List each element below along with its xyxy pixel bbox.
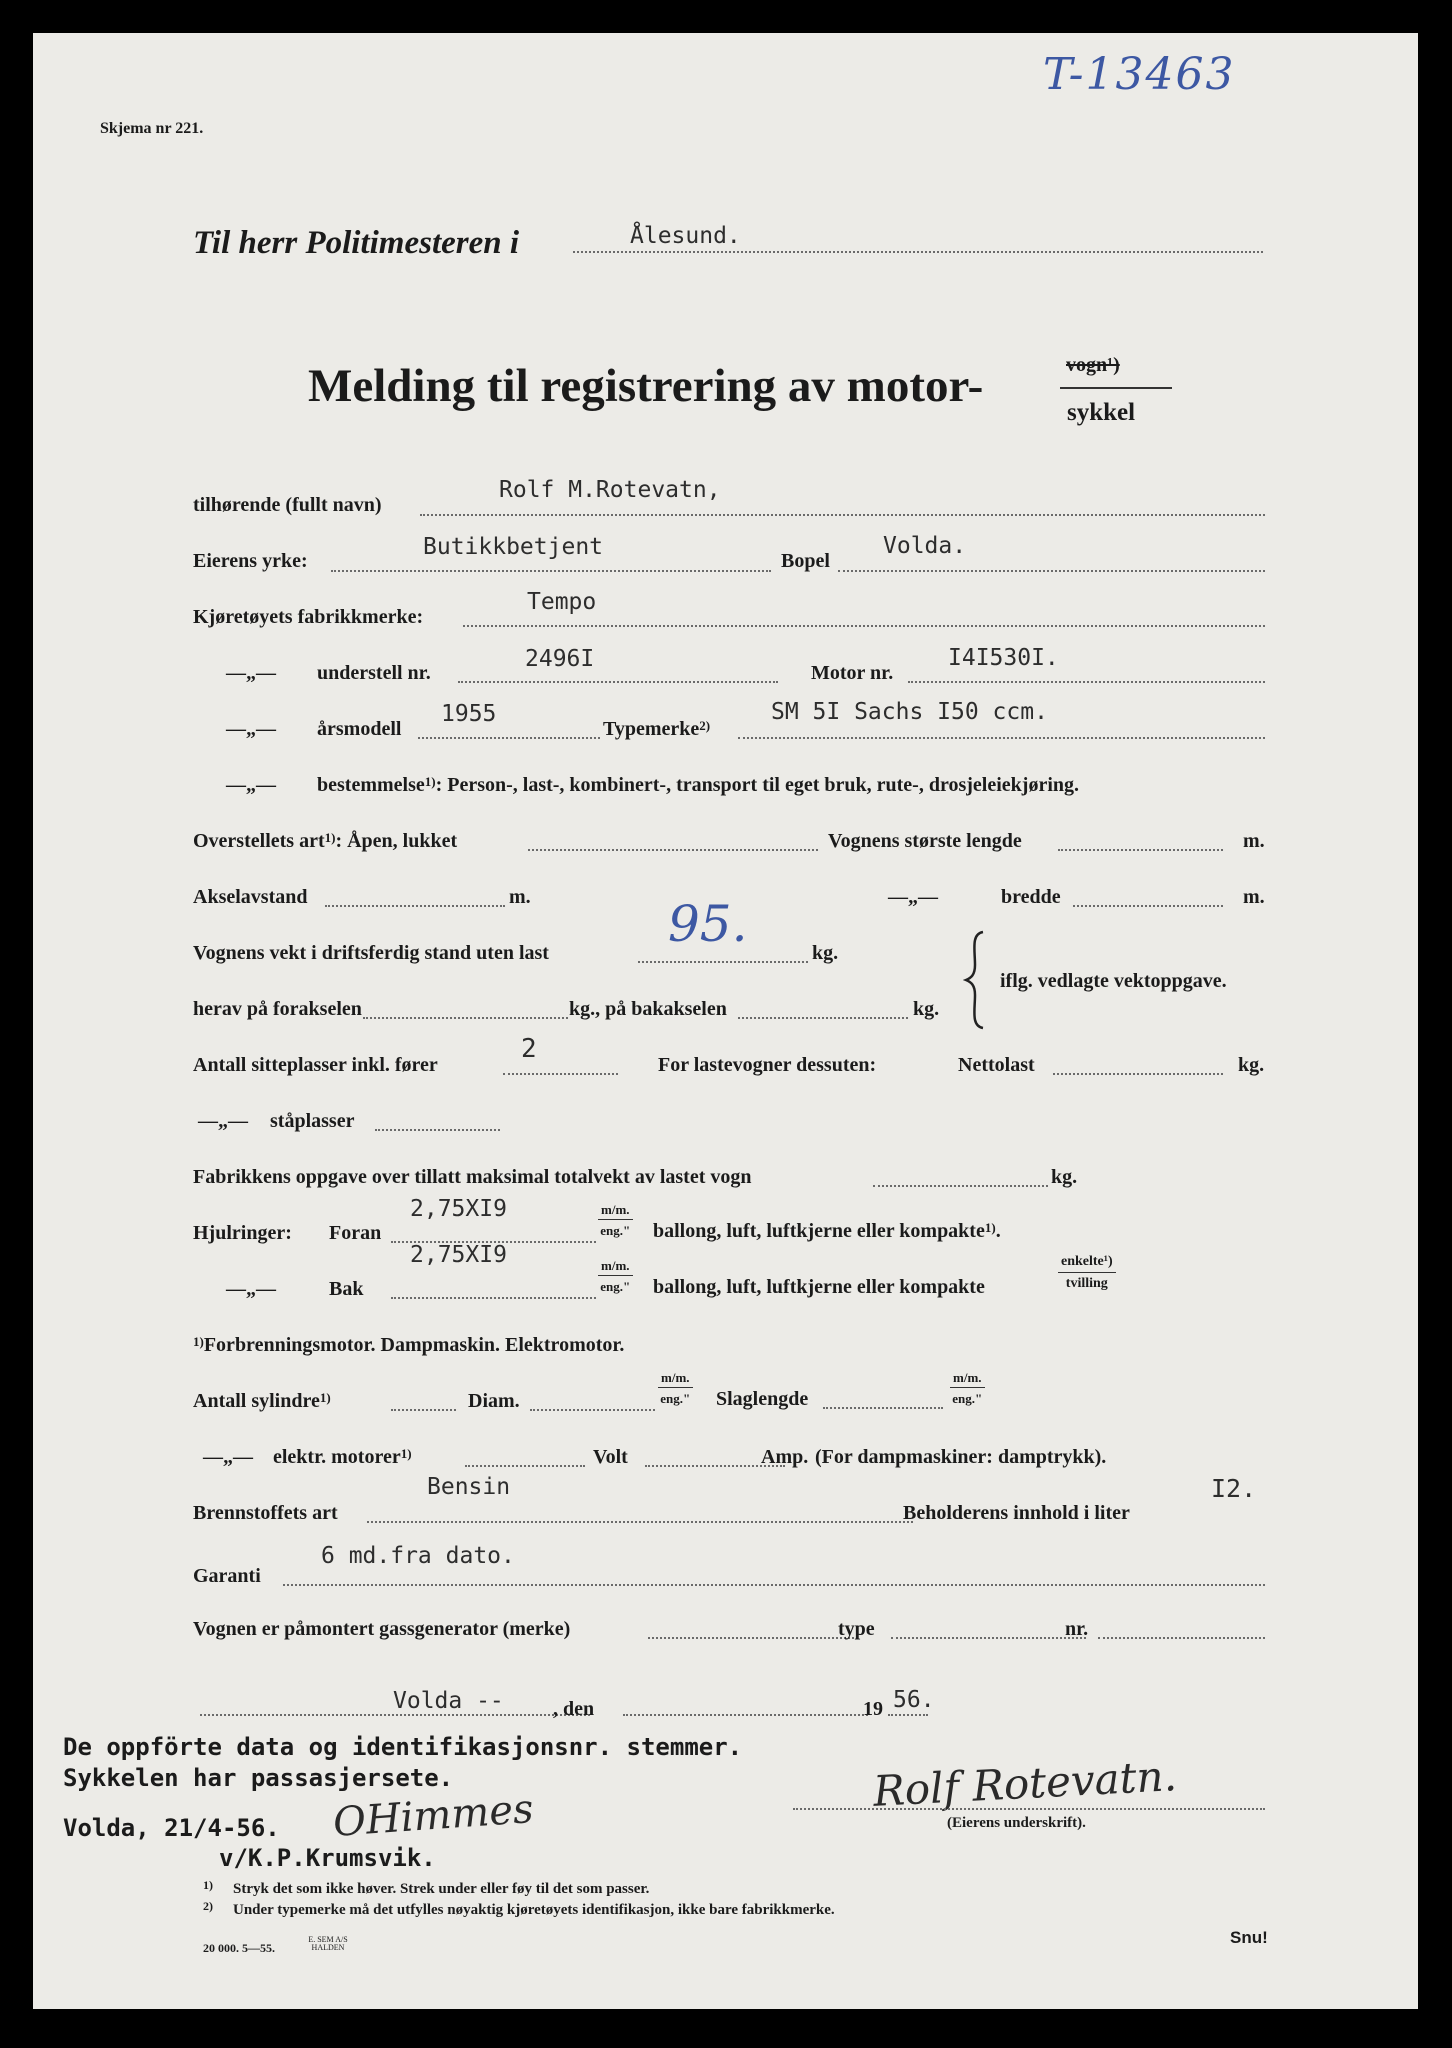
warranty-label: Garanti [193, 1565, 261, 1587]
tires-front-unit: m/m. eng." [598, 1203, 633, 1237]
ditto-mark: —„— [888, 886, 938, 908]
owner-signature: Rolf Rotevatn. [871, 1751, 1179, 1816]
ditto-mark: —„— [198, 1110, 248, 1132]
motor-label: Motor nr. [811, 662, 894, 684]
tires-front-kinds: ballong, luft, luftkjerne eller kompakte$^{1)}$. [653, 1220, 1001, 1242]
ditto-mark: —„— [203, 1446, 253, 1468]
ditto-mark: —„— [226, 1278, 276, 1300]
truck-label: For lastevogner dessuten: [658, 1054, 877, 1076]
model-year-label: årsmodell [317, 718, 402, 740]
length-unit: m. [1243, 830, 1265, 852]
ditto-mark: —„— [226, 718, 276, 740]
wheelbase-unit: m. [509, 886, 531, 908]
curly-brace [963, 930, 987, 1030]
front-axle-label: herav på forakselen [193, 998, 362, 1020]
max-weight-unit: kg. [1051, 1166, 1078, 1188]
footnote-1: Stryk det som ikke høver. Strek under eller føy til det som passer. [233, 1881, 650, 1897]
reference-number: T-13463 [1043, 49, 1236, 100]
seats-value: 2 [521, 1034, 537, 1064]
rear-axle-label: kg., på bakakselen [569, 998, 727, 1020]
print-info: 20 000. 5—55. [203, 1941, 275, 1955]
owner-name: Rolf M.Rotevatn, [499, 477, 721, 503]
weight-unit: kg. [812, 942, 839, 964]
printer-info: E. SEM A/S HALDEN [308, 1935, 348, 1952]
police-signature: OHimmes [331, 1786, 535, 1846]
gas-generator-label: Vognen er påmontert gassgenerator (merke) [193, 1618, 571, 1640]
place: Volda -- [393, 1688, 504, 1714]
purpose-line: bestemmelse$^{1)}$: Person-, last-, kombinert-, transport til eget bruk, rute-, drosjeleiekjøring. [317, 774, 1079, 796]
engine-types: $^{1)}$Forbrenningsmotor. Dampmaskin. Elektromotor. [193, 1334, 625, 1356]
footnote-2-mark: 2) [203, 1899, 213, 1913]
date-century: 19 [863, 1698, 883, 1720]
police-note-line-1: De oppförte data og identifikasjonsnr. stemmer. [63, 1733, 743, 1761]
volt-label: Volt [593, 1446, 628, 1468]
diameter-label: Diam. [468, 1390, 520, 1412]
net-load-unit: kg. [1238, 1054, 1265, 1076]
ditto-mark: —„— [226, 662, 276, 684]
tires-label: Hjulringer: [193, 1222, 292, 1244]
cylinders-label: Antall sylindre$^{1)}$ [193, 1390, 331, 1412]
addressee-label: Til herr Politimesteren i [193, 225, 520, 261]
steam-pressure-label: (For dampmaskiner: damptrykk). [815, 1446, 1107, 1468]
tires-front-value: 2,75XI9 [410, 1196, 507, 1222]
warranty-value: 6 md.fra dato. [321, 1543, 515, 1569]
stroke-label: Slaglengde [716, 1388, 809, 1410]
rear-axle-unit: kg. [913, 998, 940, 1020]
gas-generator-nr-label: nr. [1065, 1618, 1089, 1640]
footnote-2: Under typemerke må det utfylles nøyaktig kjøretøyets identifikasjon, ikke bare fabrikkmerke. [233, 1902, 835, 1918]
footnote-1-mark: 1) [203, 1878, 213, 1892]
tires-rear-label: Bak [329, 1278, 364, 1300]
weight-value: 95. [668, 895, 748, 953]
tires-rear-unit: m/m. eng." [598, 1259, 633, 1293]
occupation-value: Butikkbetjent [423, 534, 604, 560]
wheelbase-label: Akselavstand [193, 886, 308, 908]
electric-motors-label: elektr. motorer$^{1)}$ [273, 1446, 412, 1468]
chassis-label: understell nr. [317, 662, 431, 684]
type-mark-value: SM 5I Sachs I50 ccm. [771, 699, 1048, 725]
body-type-line: Overstellets art$^{1)}$: Åpen, lukket [193, 830, 458, 852]
chassis-value: 2496I [525, 646, 595, 672]
residence-label: Bopel [781, 550, 830, 572]
seats-label: Antall sitteplasser inkl. fører [193, 1054, 438, 1076]
date-year: 56. [893, 1687, 935, 1713]
make-label: Kjøretøyets fabrikkmerke: [193, 606, 424, 628]
turn-over-note: Snu! [1230, 1928, 1268, 1947]
weight-certificate-note: iflg. vedlagte vektoppgave. [1000, 970, 1227, 992]
occupation-label: Eierens yrke: [193, 550, 308, 572]
max-weight-label: Fabrikkens oppgave over tillatt maksimal totalvekt av lastet vogn [193, 1166, 752, 1188]
schema-number: Skjema nr 221. [100, 120, 204, 137]
tank-capacity-label: Beholderens innhold i liter [903, 1502, 1130, 1524]
owner-signature-caption: (Eierens underskrift). [947, 1815, 1086, 1831]
width-label: bredde [1001, 886, 1061, 908]
tank-capacity-value: I2. [1211, 1474, 1257, 1503]
addressee-value: Ålesund. [630, 223, 741, 249]
length-label: Vognens største lengde [828, 830, 1022, 852]
tires-rear-kinds: ballong, luft, luftkjerne eller kompakte [653, 1276, 985, 1298]
police-note-line-2: Sykkelen har passasjersete. [63, 1764, 454, 1792]
stroke-unit: m/m. eng." [950, 1371, 985, 1405]
net-load-label: Nettolast [958, 1054, 1035, 1076]
motor-value: I4I530I. [948, 645, 1059, 671]
owner-label: tilhørende (fullt navn) [193, 494, 382, 516]
make-value: Tempo [527, 589, 597, 615]
fuel-value: Bensin [427, 1474, 511, 1500]
fuel-label: Brennstoffets art [193, 1502, 338, 1524]
diameter-unit: m/m. eng." [658, 1371, 693, 1405]
police-note-line-4: v/K.P.Krumsvik. [219, 1844, 436, 1872]
heading-kept-option: sykkel [1067, 399, 1136, 426]
width-unit: m. [1243, 886, 1265, 908]
gas-generator-type-label: type [838, 1618, 875, 1640]
residence-value: Volda. [883, 533, 967, 559]
model-year-value: 1955 [441, 701, 497, 727]
type-mark-label: Typemerke$^{2)}$ [603, 718, 711, 740]
date-den-label: , den [553, 1698, 595, 1720]
standing-label: ståplasser [270, 1110, 355, 1132]
heading-struck-option: vogn¹) [1066, 354, 1120, 376]
form-heading: Melding til registrering av motor- [308, 360, 984, 412]
amp-label: Amp. [761, 1446, 809, 1468]
single-twin-choice: enkelte¹) tvilling [1058, 1255, 1116, 1291]
form-paper [33, 33, 1418, 2009]
police-note-line-3: Volda, 21/4-56. [63, 1814, 280, 1842]
tires-rear-value: 2,75XI9 [410, 1242, 507, 1268]
tires-front-label: Foran [329, 1222, 382, 1244]
weight-label: Vognens vekt i driftsferdig stand uten last [193, 942, 549, 964]
ditto-mark: —„— [226, 774, 276, 796]
